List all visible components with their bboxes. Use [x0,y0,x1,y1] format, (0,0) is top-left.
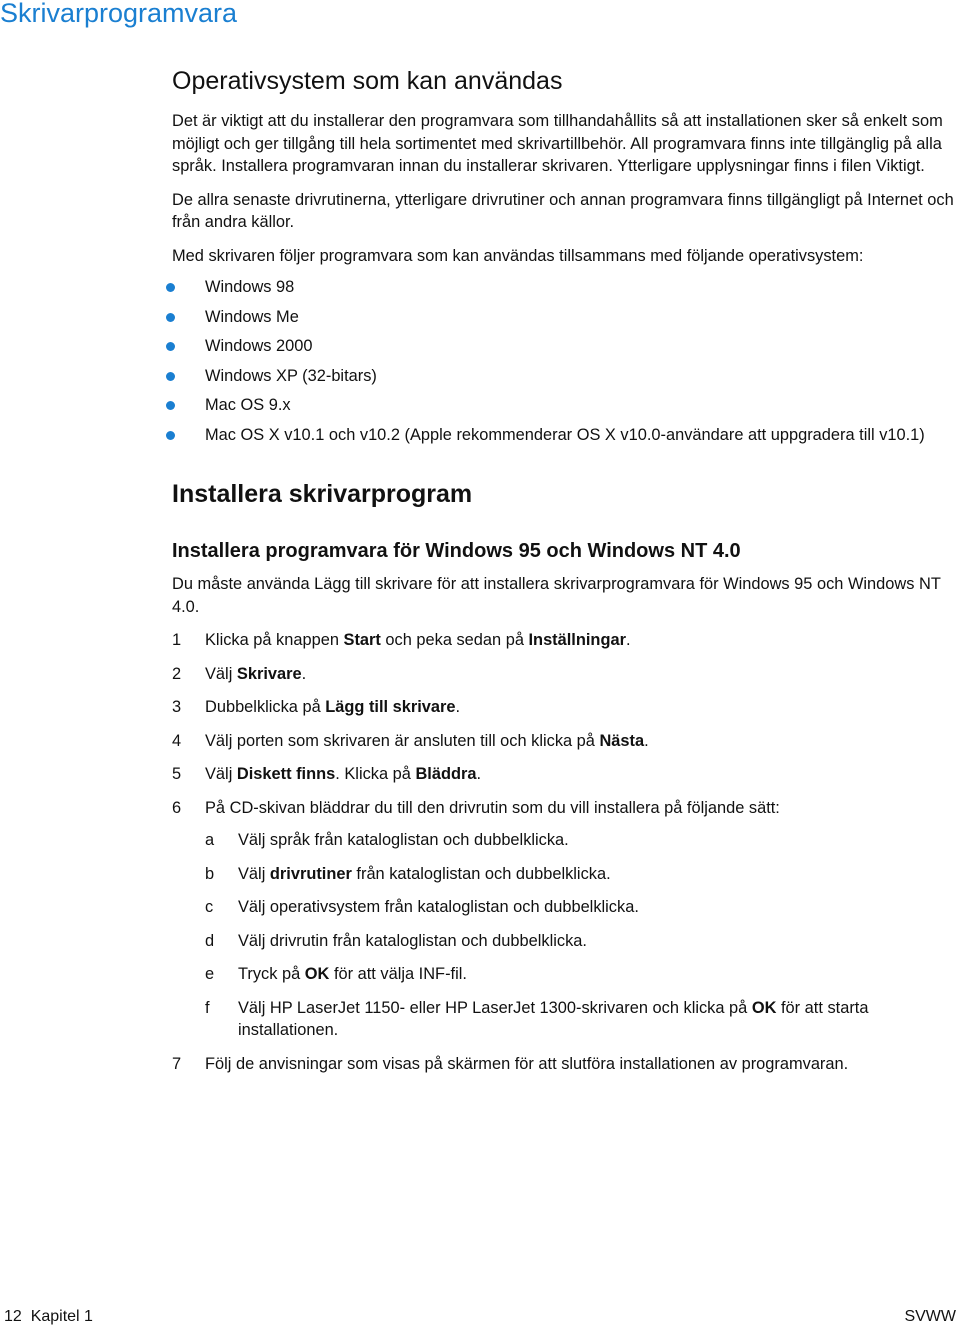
os-list-item: Windows 98 [172,276,954,299]
section-heading-install: Installera skrivarprogram [172,480,473,508]
os-list-item: Mac OS X v10.1 och v10.2 (Apple rekommenderar OS X v10.0-användare att uppgradera till v10.1) [172,424,954,447]
os-list-item: Windows 2000 [172,335,954,358]
running-head-title: Skrivarprogramvara [0,0,238,28]
step-item: 3 Dubbelklicka på Lägg till skrivare. [172,698,461,716]
paragraph-install-intro: Du måste använda Lägg till skrivare för att installera skrivarprogramvara för Windows 95 och Windows NT 4.0. [172,575,941,616]
substep-item: a Välj språk från kataloglistan och dubbelklicka. [205,831,569,849]
paragraph-os-lead: Med skrivaren följer programvara som kan användas tillsammans med följande operativsystem: [172,246,864,265]
step-item: 7 Följ de anvisningar som visas på skärmen för att slutföra installationen av programvaran. [172,1054,849,1073]
paragraph-drivers: De allra senaste drivrutinerna, ytterligare drivrutiner och annan programvara finns tillgängligt på Internet och från andra källor. [172,190,954,231]
section-heading-os: Operativsystem som kan användas [172,67,563,95]
step-item: 4 Välj porten som skrivaren är ansluten till och klicka på Nästa. [172,731,649,750]
subsection-heading-win95: Installera programvara för Windows 95 och Windows NT 4.0 [172,540,741,562]
step-item: 1 Klicka på knappen Start och peka sedan på Inställningar. [172,631,631,649]
substep-list [205,829,954,1042]
substep-item: e Tryck på OK för att välja INF-fil. [205,965,467,983]
os-list-item: Windows XP (32-bitars) [172,365,954,388]
step-item: 6 På CD-skivan bläddrar du till den drivrutin som du vill installera på följande sätt: a Välj språk från kataloglistan och dubbelklicka. b Välj drivrutiner från kataloglistan och dubbelklicka. c Välj operativsystem från kataloglistan och dubbelklicka. d Välj drivrutin från kataloglistan och dubbelklicka. e Tryck på OK för att välja INF-fil. f Välj HP LaserJet 1150- eller HP LaserJet 1300-skrivaren och klicka på OK för att starta installationen. [172,797,954,1042]
os-list [172,276,954,446]
install-steps [172,629,954,1075]
bullet-icon [166,342,175,351]
footer-page-label: 12 Kapitel 1 [4,1308,93,1325]
os-list-item: Mac OS 9.x [172,394,954,417]
os-list-item: Windows Me [172,306,954,329]
footer-doc-code: SVWW [904,1308,956,1325]
substep-item: c Välj operativsystem från kataloglistan och dubbelklicka. [205,898,639,916]
substep-item: d Välj drivrutin från kataloglistan och dubbelklicka. [205,931,587,950]
substep-item: f Välj HP LaserJet 1150- eller HP LaserJet 1300-skrivaren och klicka på OK för att starta installationen. [205,998,869,1039]
substep-item: b Välj drivrutiner från kataloglistan och dubbelklicka. [205,864,611,883]
bullet-icon [166,313,175,322]
bullet-icon [166,431,175,440]
paragraph-intro: Det är viktigt att du installerar den programvara som tillhandahållits så att installationen sker så enkelt som möjligt och ger tillgång till hela sortimentet med skrivartillbehör. All programvara finns inte tillgänglig på alla språk. Installera programvaran innan du installerar skrivaren. Ytterligare upplysningar finns i filen Viktigt. [172,112,943,175]
bullet-icon [166,401,175,410]
page-content [172,66,954,1075]
step-item: 2 Välj Skrivare. [172,664,307,683]
bullet-icon [166,283,175,292]
page-footer [4,1308,956,1326]
bullet-icon [166,372,175,381]
step-item: 5 Välj Diskett finns. Klicka på Bläddra. [172,765,482,783]
